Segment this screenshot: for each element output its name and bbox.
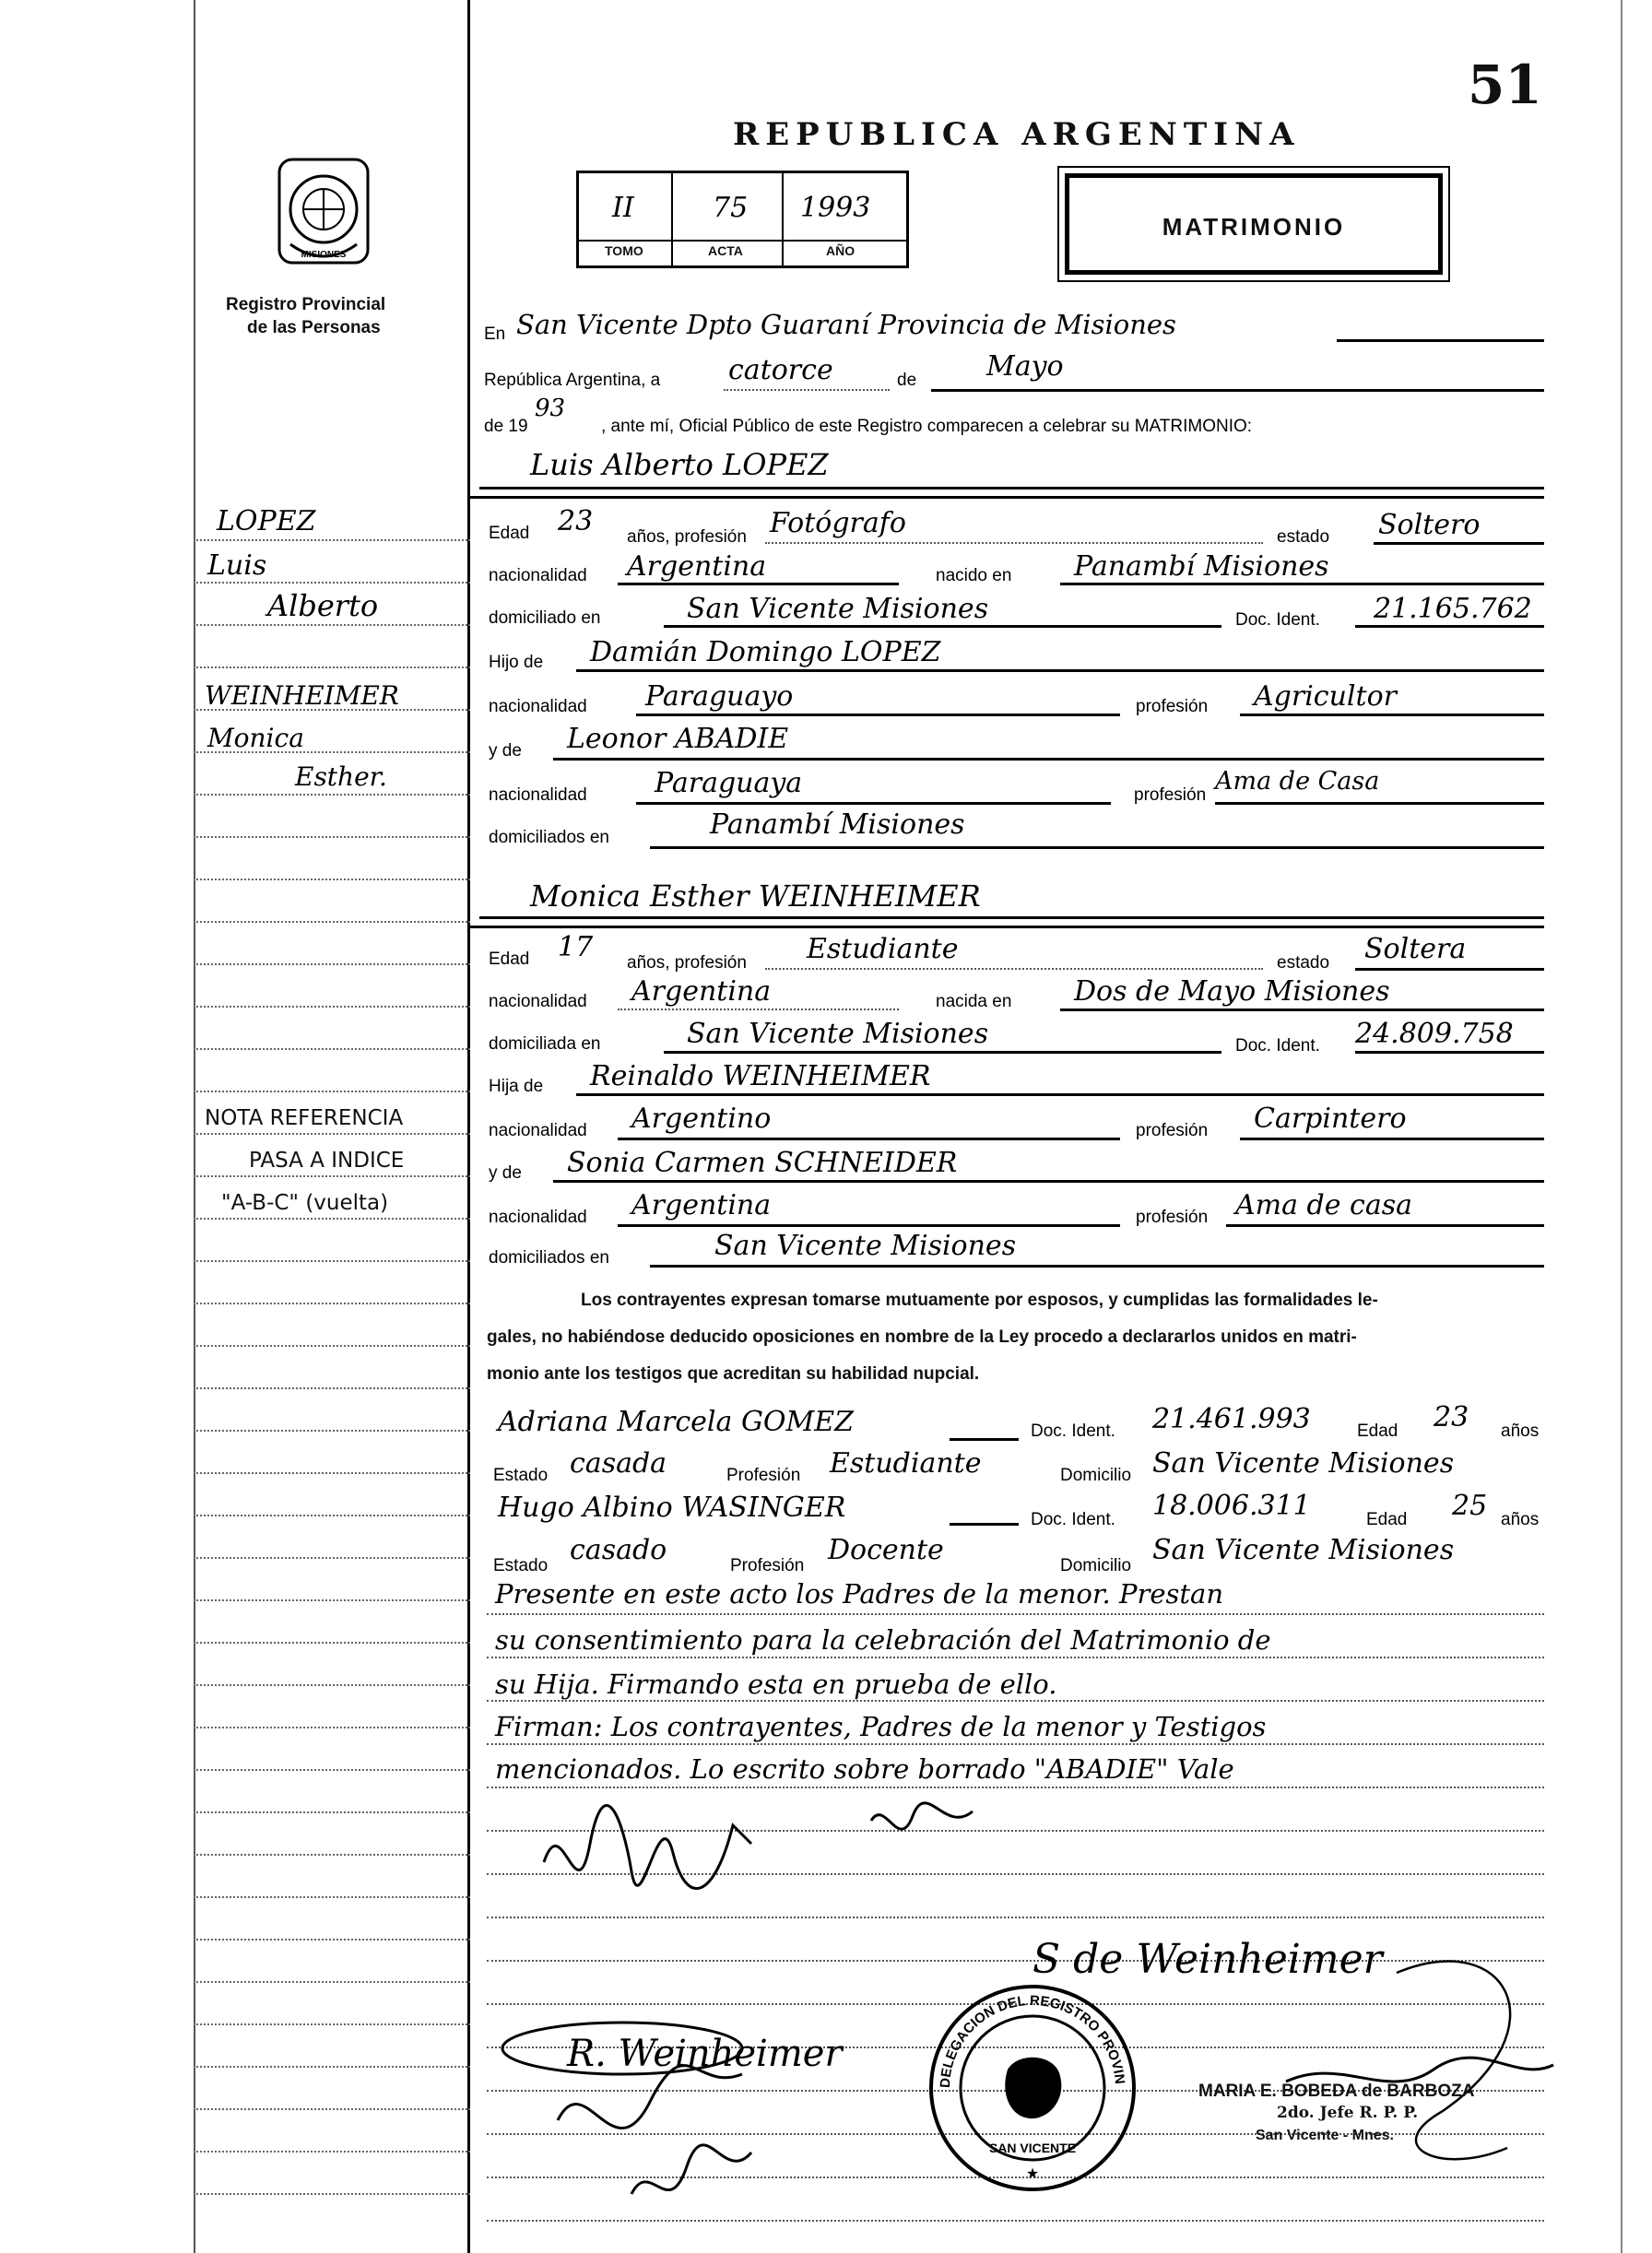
bride-doc: 24.809.758 — [1355, 1018, 1514, 1050]
witness1-estado-label: Estado — [493, 1466, 549, 1485]
bride-mother: Sonia Carmen SCHNEIDER — [567, 1147, 958, 1179]
witness1-domicile: San Vicente Misiones — [1152, 1447, 1455, 1480]
groom-doc-label: Doc. Ident. — [1235, 610, 1320, 630]
year-suffix: 93 — [535, 395, 566, 422]
bride-father-profession-line — [1240, 1138, 1544, 1140]
groom-mother-profession-line — [1215, 802, 1544, 805]
bride-mother-profession: Ama de casa — [1235, 1189, 1412, 1221]
margin-rule — [194, 2193, 470, 2195]
margin-rule — [194, 1430, 470, 1432]
groom-doc-line — [1355, 625, 1544, 628]
groom-parents-domicile: Panambí Misiones — [710, 808, 965, 841]
groom-father-profession-line — [1240, 714, 1544, 716]
margin-rule — [194, 1345, 470, 1347]
official-stamp — [926, 1982, 1139, 2194]
note-rule — [487, 1700, 1544, 1702]
groom-mother-nac-label: nacionalidad — [489, 785, 587, 805]
margin-rule — [194, 921, 470, 923]
acta-label: ACTA — [708, 243, 743, 258]
declaration-line3: monio ante los testigos que acreditan su habilidad nupcial. — [487, 1364, 980, 1384]
margin-rule — [194, 879, 470, 880]
groom-mother-nationality: Paraguaya — [655, 767, 803, 799]
groom-hijo-label: Hijo de — [489, 653, 544, 672]
groom-domicile: San Vicente Misiones — [687, 593, 989, 625]
bride-estado-label: estado — [1277, 953, 1330, 973]
stamp-text: DELEGACION DEL REGISTRO PROVIN — [937, 1992, 1128, 2089]
margin-rule — [194, 1939, 470, 1940]
father-signature: R. Weinheimer — [567, 2033, 843, 2075]
witness2-status: casado — [570, 1534, 667, 1566]
bride-profession-line — [765, 968, 1263, 970]
intro-place: San Vicente Dpto Guaraní Provincia de Misiones — [516, 309, 1176, 340]
margin-rule — [194, 794, 470, 796]
bride-birthplace: Dos de Mayo Misiones — [1074, 975, 1390, 1008]
margin-rule-left — [194, 0, 195, 2253]
groom-age: 23 — [558, 505, 594, 537]
witness1-age: 23 — [1434, 1401, 1469, 1433]
margin-rule — [194, 836, 470, 838]
margin-bride-name2: Esther. — [295, 761, 387, 792]
bride-father-line — [576, 1093, 1544, 1096]
margin-rule — [194, 1006, 470, 1008]
margin-rule — [194, 1175, 470, 1177]
witness2-domicilio-label: Domicilio — [1060, 1556, 1132, 1575]
declaration-line2: gales, no habiéndose deducido oposiciones en nombre de la Ley procedo a declararlos unidos en matri- — [487, 1327, 1357, 1347]
groom-mother-profession: Ama de Casa — [1215, 767, 1380, 796]
groom-nacionalidad-label: nacionalidad — [489, 566, 587, 585]
note-rule — [487, 1657, 1544, 1658]
groom-status-line — [1374, 542, 1544, 545]
margin-rule-right — [467, 0, 470, 2253]
margin-rule — [194, 1854, 470, 1856]
margin-rule — [194, 1896, 470, 1898]
register-table — [576, 171, 909, 268]
witness1-domicilio-label: Domicilio — [1060, 1466, 1132, 1485]
margin-groom-surname: LOPEZ — [217, 505, 316, 537]
groom-father-prof-label: profesión — [1136, 697, 1209, 716]
bride-father: Reinaldo WEINHEIMER — [590, 1060, 931, 1092]
bride-nationality: Argentina — [631, 975, 772, 1008]
groom-domiciliado-label: domiciliado en — [489, 608, 601, 628]
witness1-profession: Estudiante — [830, 1447, 982, 1480]
bride-mother-profession-line — [1226, 1224, 1544, 1227]
groom-father-line — [576, 669, 1544, 672]
margin-rule — [194, 582, 470, 584]
bride-father-prof-label: profesión — [1136, 1121, 1209, 1140]
witness1-doc: 21.461.993 — [1152, 1403, 1311, 1435]
groom-anos-profesion-label: años, profesión — [627, 527, 747, 547]
groom-block-rule — [470, 496, 1544, 499]
groom-mother: Leonor ABADIE — [567, 723, 789, 755]
bride-nationality-line — [618, 1009, 899, 1010]
witness2-edad-label: Edad — [1366, 1510, 1408, 1529]
republic-label: República Argentina, a — [484, 371, 661, 390]
witness2-estado-label: Estado — [493, 1556, 549, 1575]
margin-rule — [194, 1599, 470, 1601]
witness1-name: Adriana Marcela GOMEZ — [498, 1406, 854, 1438]
groom-nacido-label: nacido en — [936, 566, 1012, 585]
groom-mother-prof-label: profesión — [1134, 785, 1207, 805]
groom-nationality: Argentina — [627, 550, 767, 583]
bride-doc-label: Doc. Ident. — [1235, 1036, 1320, 1056]
witness1-profesion-label: Profesión — [726, 1466, 801, 1485]
bride-mother-prof-label: profesión — [1136, 1208, 1209, 1227]
note-rule — [487, 1743, 1544, 1745]
margin-rule — [194, 1218, 470, 1220]
groom-parents-domicile-line — [650, 846, 1544, 849]
bride-profession: Estudiante — [807, 933, 959, 965]
witness2-anos-label: años — [1501, 1510, 1540, 1529]
groom-father-nationality-line — [636, 714, 1120, 716]
declaration-line1: Los contrayentes expresan tomarse mutuamente por esposos, y cumplidas las formalidades le- — [581, 1291, 1378, 1310]
bride-father-nationality: Argentino — [631, 1103, 772, 1135]
intro-month-line — [931, 389, 1544, 392]
bride-mother-line — [553, 1180, 1544, 1183]
bride-status-line — [1355, 968, 1544, 971]
ano-label: AÑO — [826, 243, 856, 258]
bride-y-de-label: y de — [489, 1163, 522, 1183]
de-label: de — [897, 371, 917, 390]
margin-rule — [194, 1387, 470, 1389]
margin-rule — [194, 1557, 470, 1559]
margin-rule — [194, 2108, 470, 2110]
margin-rule — [194, 2023, 470, 2025]
margin-note1: NOTA REFERENCIA — [205, 1106, 404, 1130]
note-line5: mencionados. Lo escrito sobre borrado "ABADIE" Vale — [495, 1753, 1234, 1785]
bride-age: 17 — [558, 931, 594, 963]
margin-rule — [194, 1515, 470, 1516]
office-line2: de las Personas — [247, 318, 381, 337]
margin-rule — [194, 1727, 470, 1728]
margin-bride-name1: Monica — [207, 723, 304, 753]
intro-month: Mayo — [986, 350, 1064, 383]
office-line1: Registro Provincial — [226, 295, 386, 314]
margin-rule — [194, 1642, 470, 1644]
acta-value: 75 — [713, 192, 749, 224]
bride-father-nationality-line — [618, 1138, 1120, 1140]
margin-rule — [194, 1472, 470, 1474]
groom-father-nac-label: nacionalidad — [489, 697, 587, 716]
bride-doc-line — [1355, 1051, 1544, 1054]
witness2-domicile: San Vicente Misiones — [1152, 1534, 1455, 1566]
groom-estado-label: estado — [1277, 527, 1330, 547]
groom-y-de-label: y de — [489, 741, 522, 761]
witness2-name-line — [950, 1523, 1019, 1526]
bride-mother-nationality: Argentina — [631, 1189, 772, 1221]
bride-domiciliada-label: domiciliada en — [489, 1034, 601, 1054]
note-line3: su Hija. Firmando esta en prueba de ello. — [495, 1669, 1057, 1700]
official-place: San Vicente - Mnes. — [1256, 2128, 1394, 2143]
witness1-name-line — [950, 1438, 1019, 1441]
margin-rule — [194, 1811, 470, 1813]
svg-text:★: ★ — [1025, 2165, 1040, 2182]
bride-domicile-line — [664, 1051, 1221, 1054]
groom-nationality-line — [618, 583, 899, 585]
groom-mother-line — [553, 758, 1544, 761]
en-label: En — [484, 324, 506, 344]
margin-rule — [194, 624, 470, 626]
bride-name-line — [479, 916, 1544, 919]
groom-edad-label: Edad — [489, 524, 530, 543]
bride-father-nac-label: nacionalidad — [489, 1121, 587, 1140]
bride-domicile: San Vicente Misiones — [687, 1018, 989, 1050]
bride-block-rule — [470, 926, 1544, 928]
margin-rule — [194, 963, 470, 965]
margin-rule — [194, 1769, 470, 1771]
bride-parents-dom-label: domiciliados en — [489, 1248, 609, 1268]
tomo-label: TOMO — [605, 243, 643, 258]
witness1-status: casada — [570, 1447, 667, 1480]
note-line4: Firman: Los contrayentes, Padres de la menor y Testigos — [495, 1711, 1267, 1742]
bride-mother-nac-label: nacionalidad — [489, 1208, 587, 1227]
mother-signature: S de Weinheimer — [1032, 1936, 1383, 1983]
margin-bride-surname: WEINHEIMER — [205, 680, 399, 711]
witness2-doc-label: Doc. Ident. — [1031, 1510, 1115, 1529]
groom-mother-nationality-line — [636, 802, 1111, 805]
groom-parents-dom-label: domiciliados en — [489, 828, 609, 847]
witness1-anos-label: años — [1501, 1421, 1540, 1441]
margin-groom-name1: Luis — [207, 549, 267, 582]
register-divider1 — [671, 173, 673, 265]
bride-edad-label: Edad — [489, 950, 530, 969]
bride-status: Soltera — [1364, 933, 1467, 965]
groom-name-line — [479, 487, 1544, 490]
margin-rule — [194, 1133, 470, 1135]
witness1-edad-label: Edad — [1357, 1421, 1398, 1441]
margin-rule — [194, 1048, 470, 1050]
seal-text: MISIONES — [301, 250, 347, 260]
register-divider2 — [782, 173, 784, 265]
tomo-value: II — [612, 192, 634, 224]
groom-profession-line — [765, 542, 1263, 544]
groom-status: Soltero — [1378, 509, 1481, 541]
official-name: MARIA E. BOBEDA de BARBOZA — [1198, 2082, 1475, 2101]
page-edge-rule — [1621, 0, 1622, 2253]
note-line1: Presente en este acto los Padres de la menor. Prestan — [495, 1578, 1223, 1610]
witness2-age: 25 — [1452, 1490, 1488, 1522]
intro-day: catorce — [728, 354, 833, 386]
witness2-name: Hugo Albino WASINGER — [498, 1492, 846, 1524]
stamp-city: SAN VICENTE — [988, 2141, 1077, 2155]
intro-rest: , ante mí, Oficial Público de este Registro comparecen a celebrar su MATRIMONIO: — [601, 417, 1253, 436]
act-type-box — [1065, 173, 1443, 275]
intro-place-line — [1337, 339, 1544, 342]
margin-rule — [194, 2151, 470, 2153]
country-heading: REPUBLICA ARGENTINA — [733, 116, 1301, 153]
margin-rule — [194, 1091, 470, 1092]
groom-domicile-line — [664, 625, 1221, 628]
margin-rule — [194, 1981, 470, 1983]
witness2-profession: Docente — [828, 1534, 944, 1566]
bride-full-name: Monica Esther WEINHEIMER — [530, 879, 981, 914]
margin-rule — [194, 539, 470, 541]
witness1-doc-label: Doc. Ident. — [1031, 1421, 1115, 1441]
bride-nacida-label: nacida en — [936, 992, 1012, 1011]
provincial-seal — [263, 152, 384, 274]
margin-rule — [194, 1303, 470, 1304]
groom-birthplace: Panambí Misiones — [1074, 550, 1329, 583]
margin-groom-name2: Alberto — [267, 588, 379, 623]
groom-full-name: Luis Alberto LOPEZ — [530, 447, 829, 482]
intro-day-line — [724, 389, 890, 391]
bride-parents-domicile: San Vicente Misiones — [714, 1230, 1017, 1262]
note-line2: su consentimiento para la celebración del Matrimonio de — [495, 1624, 1271, 1656]
bride-parents-domicile-line — [650, 1265, 1544, 1268]
groom-doc: 21.165.762 — [1374, 593, 1532, 625]
bride-mother-nationality-line — [618, 1224, 1120, 1227]
margin-note3: "A-B-C" (vuelta) — [221, 1191, 389, 1215]
margin-note2: PASA A INDICE — [249, 1149, 405, 1173]
margin-rule — [194, 1260, 470, 1262]
groom-father: Damián Domingo LOPEZ — [590, 636, 941, 668]
witness2-doc: 18.006.311 — [1152, 1490, 1311, 1522]
year-prefix: de 19 — [484, 417, 528, 436]
ano-value: 1993 — [800, 192, 871, 224]
act-type-label: MATRIMONIO — [1162, 213, 1346, 241]
bride-father-profession: Carpintero — [1254, 1103, 1407, 1135]
margin-rule — [194, 1684, 470, 1686]
official-title: 2do. Jefe R. P. P. — [1277, 2104, 1419, 2122]
bride-birthplace-line — [1060, 1009, 1544, 1011]
groom-profession: Fotógrafo — [770, 507, 906, 539]
bride-nacionalidad-label: nacionalidad — [489, 992, 587, 1011]
margin-rule — [194, 666, 470, 668]
register-underline — [579, 240, 906, 242]
groom-birthplace-line — [1060, 583, 1544, 585]
note-rule — [487, 1613, 1544, 1615]
witness2-profesion-label: Profesión — [730, 1556, 805, 1575]
groom-father-profession: Agricultor — [1254, 680, 1397, 713]
page-number: 51 — [1468, 53, 1542, 116]
margin-rule — [194, 2066, 470, 2068]
bride-hija-label: Hija de — [489, 1077, 544, 1096]
groom-father-nationality: Paraguayo — [645, 680, 794, 713]
bride-anos-profesion-label: años, profesión — [627, 953, 747, 973]
